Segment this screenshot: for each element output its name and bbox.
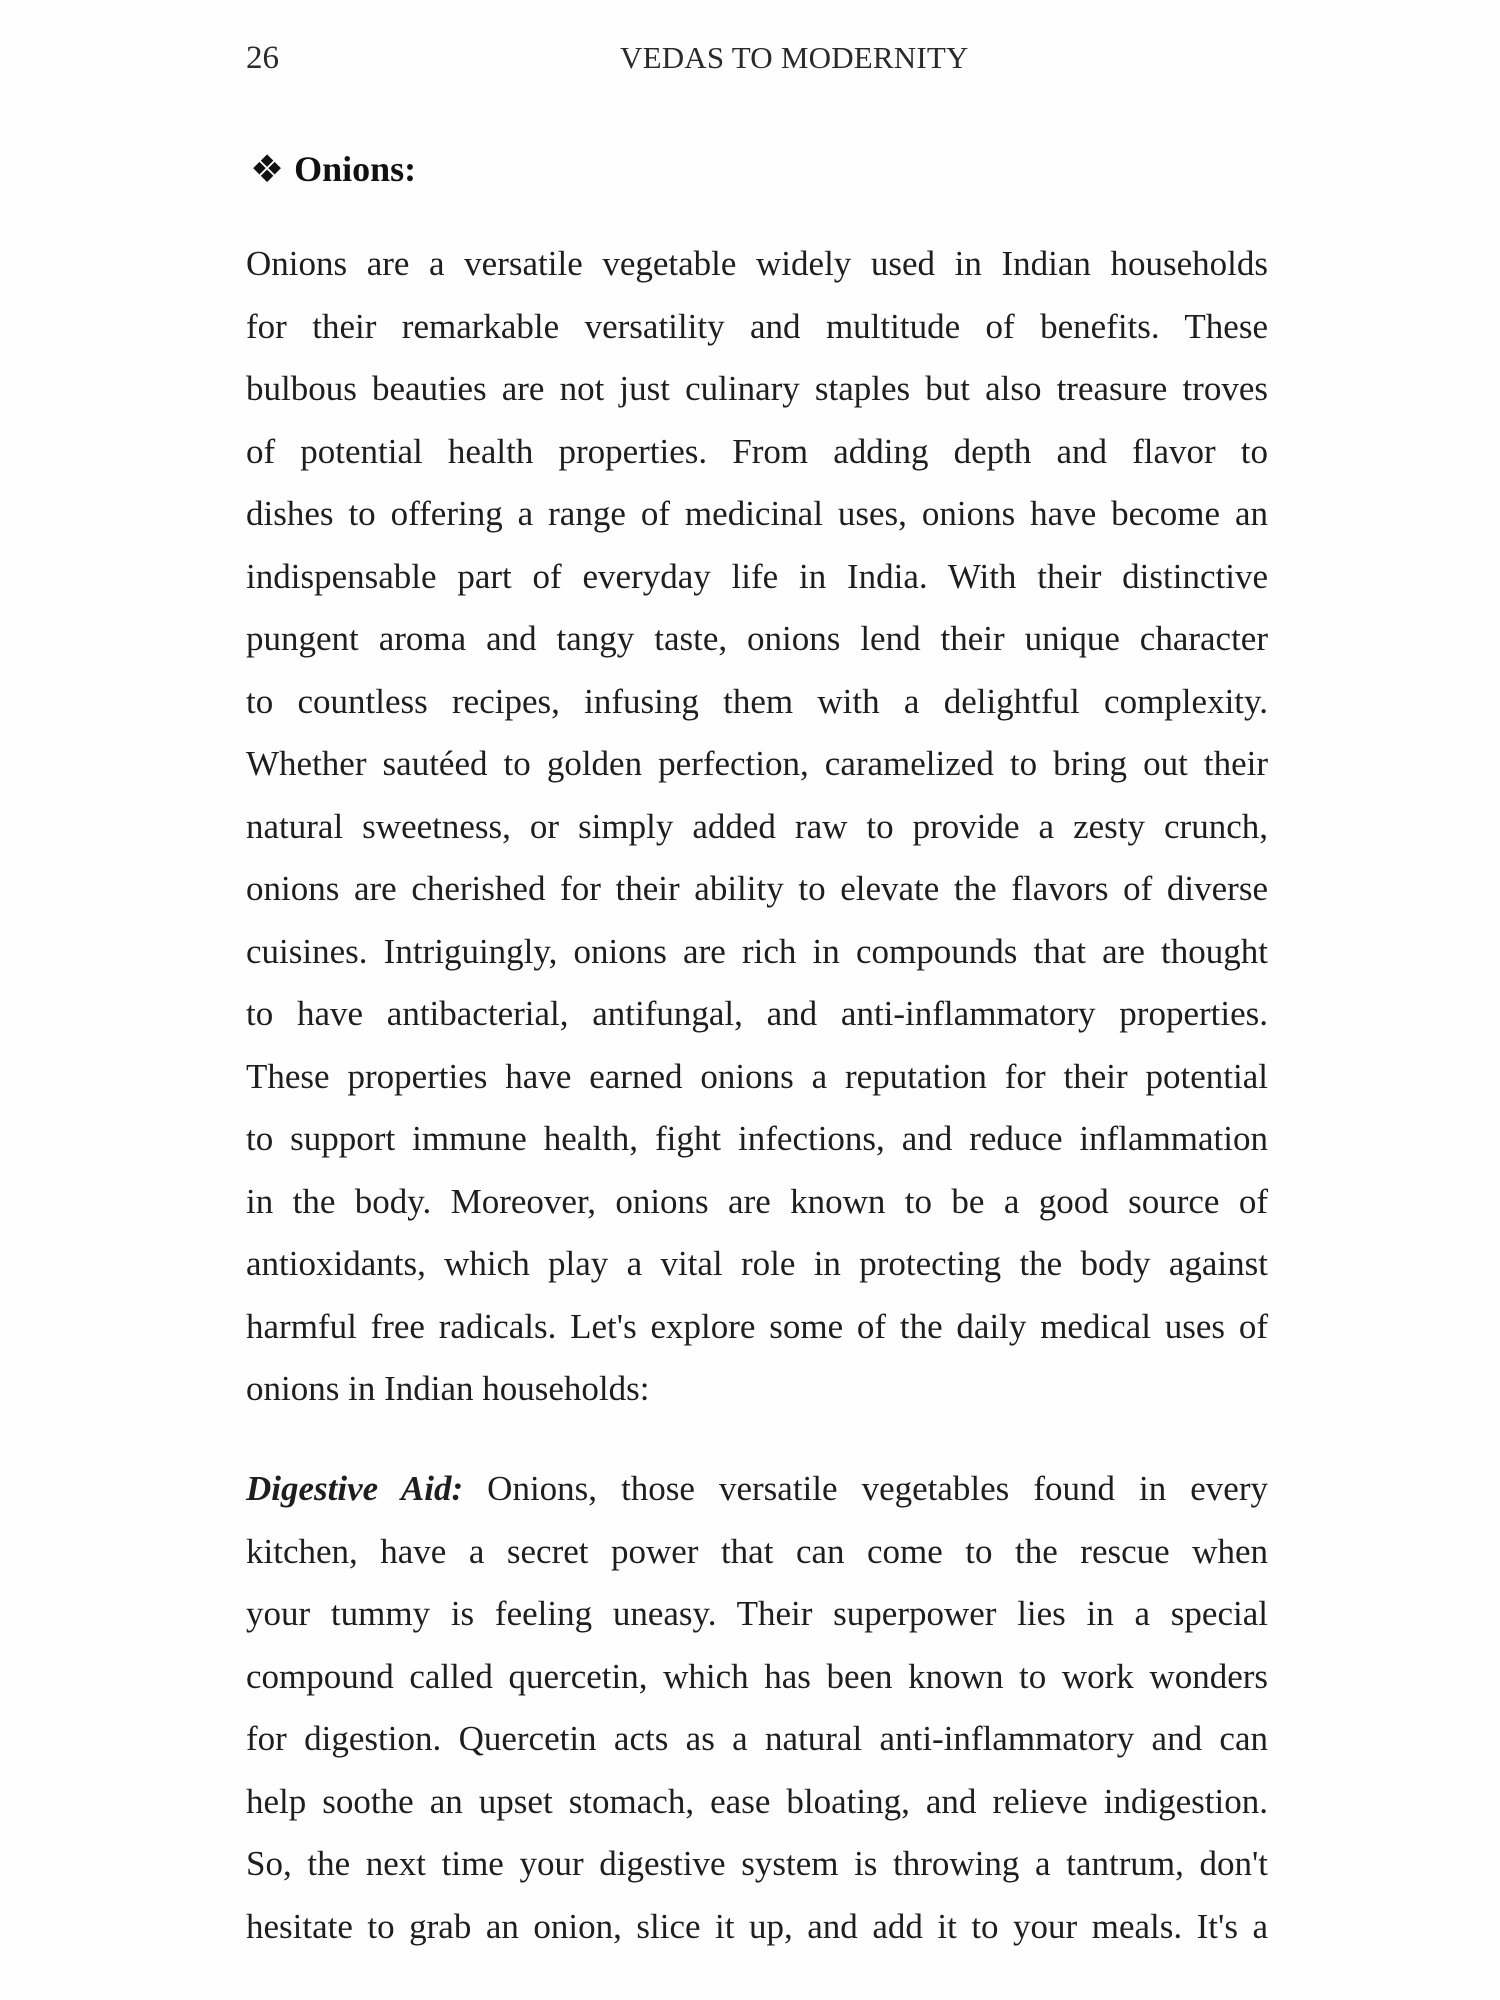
text-line: Whether sautéed to golden perfection, caramelized to bring out their (246, 744, 1268, 783)
text-line: to support immune health, fight infections, and reduce inflammation (246, 1119, 1268, 1158)
text-line: natural sweetness, or simply added raw to provide a zesty crunch, (246, 806, 1268, 846)
text-line: in the body. Moreover, onions are known to be a good source of (246, 1181, 1268, 1221)
intro-paragraph (246, 233, 1268, 1421)
page-number: 26 (246, 40, 279, 76)
text-line: bulbous beauties are not just culinary staples but also treasure troves (246, 369, 1268, 408)
text-run: Onions, those versatile vegetables found in every (463, 1469, 1268, 1508)
text-line: of potential health properties. From adding depth and flavor to (246, 431, 1268, 471)
text-line: for digestion. Quercetin acts as a natural anti-inflammatory and can (246, 1719, 1268, 1758)
text-line: antioxidants, which play a vital role in protecting the body against (246, 1244, 1268, 1283)
text-line: to have antibacterial, antifungal, and anti-inflammatory properties. (246, 994, 1268, 1033)
four-diamonds-bullet-icon: ❖ (250, 147, 285, 191)
run-in-heading: Digestive Aid: (246, 1469, 464, 1508)
text-line: for their remarkable versatility and multitude of benefits. These (246, 306, 1268, 346)
text-line: So, the next time your digestive system is throwing a tantrum, don't (246, 1844, 1268, 1883)
text-line: onions are cherished for their ability to elevate the flavors of diverse (246, 869, 1268, 908)
text-line: These properties have earned onions a reputation for their potential (246, 1056, 1268, 1096)
text-line: hesitate to grab an onion, slice it up, and add it to your meals. It's a (246, 1906, 1268, 1946)
text-line: onions in Indian households: (246, 1369, 650, 1408)
book-title: VEDAS TO MODERNITY (620, 40, 969, 75)
text-line: kitchen, have a secret power that can come to the rescue when (246, 1531, 1268, 1571)
text-line: harmful free radicals. Let's explore some of the daily medical uses of (246, 1306, 1268, 1346)
section-heading (250, 146, 416, 192)
text-line: pungent aroma and tangy taste, onions lend their unique character (246, 619, 1268, 658)
text-line: dishes to offering a range of medicinal uses, onions have become an (246, 494, 1268, 533)
text-line: cuisines. Intriguingly, onions are rich in compounds that are thought (246, 931, 1268, 971)
running-header (0, 38, 1500, 78)
text-line: indispensable part of everyday life in India. With their distinctive (246, 556, 1268, 596)
section-heading-text: Onions: (294, 149, 417, 189)
text-line: help soothe an upset stomach, ease bloating, and relieve indigestion. (246, 1781, 1268, 1821)
text-line: compound called quercetin, which has been known to work wonders (246, 1656, 1268, 1696)
text-line: your tummy is feeling uneasy. Their superpower lies in a special (246, 1594, 1268, 1633)
text-line: to countless recipes, infusing them with a delightful complexity. (246, 681, 1268, 721)
text-line: Onions are a versatile vegetable widely used in Indian households (246, 244, 1268, 283)
text-line (246, 1458, 1268, 1521)
digestive-aid-paragraph (246, 1458, 1268, 1958)
